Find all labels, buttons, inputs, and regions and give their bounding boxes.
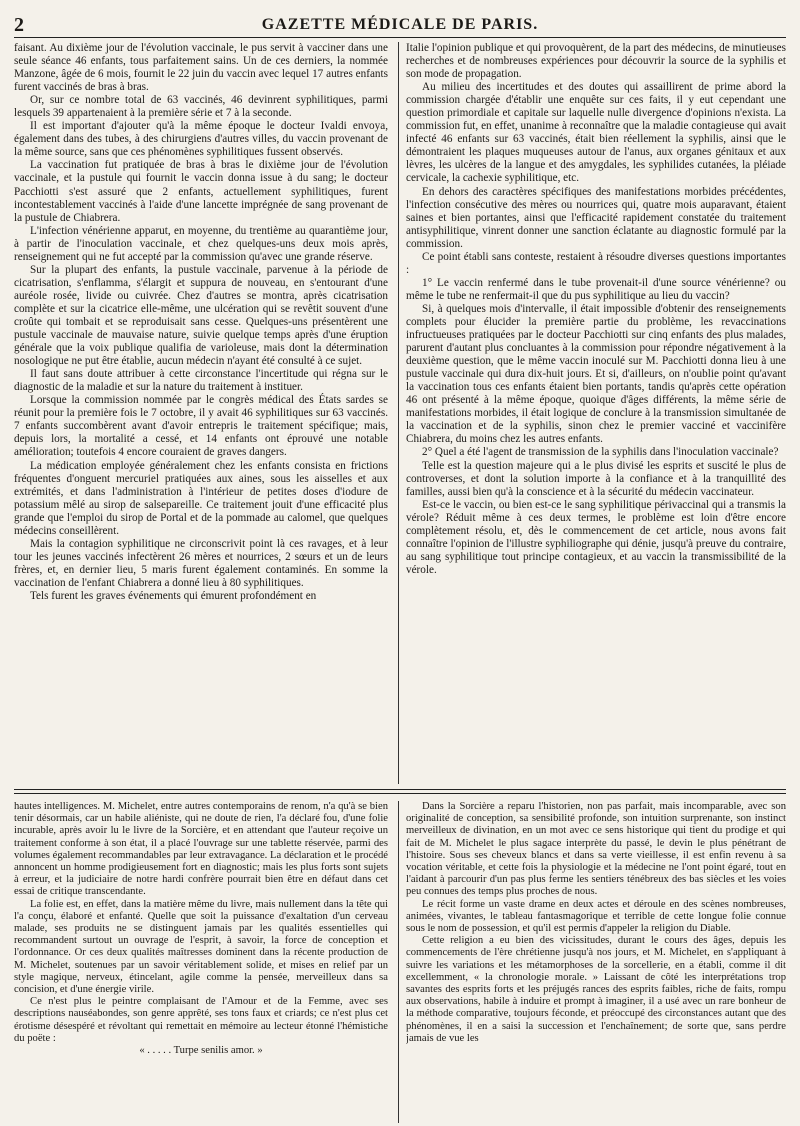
newspaper-page: [14, 0, 786, 1126]
paragraph: Est-ce le vaccin, ou bien est-ce le sang syphilitique périvaccinal qui a transmis la vérole? Réduit même à ces deux termes, le problème est loin d'être encore complètement résolu, et, dès le commencement de cet article, nous avons fait connaître l'opinion de l'illustre syphiliographe qui dénie, jusqu'à preuve du contraire, au sang syphilitique tout principe contagieux, et au vaccin la transmissibilité de la vérole.: [406, 498, 786, 576]
page-header: [14, 10, 786, 36]
feuilleton-rule-thin: [14, 793, 786, 794]
paragraph: Au milieu des incertitudes et des doutes qui assaillirent de prime abord la commission chargée d'établir une enquête sur ces faits, il y eut cependant une question primordiale et capitale sur laquelle nulle divergence d'opinions n'exista. La commission fut, en effet, unanime à reconnaître que la maladie contagieuse qui avait infecté 46 enfants sur 63 vaccinés, était bien réellement la syphilis, ainsi que le démontraient les plaques muqueuses autour de l'anus, aux organes génitaux et aux lèvres, les ulcères de la langue et des amygdales, les syphilides cutanées, la pléiade cervicale, la cachexie syphilitique, etc.: [406, 81, 786, 185]
paragraph: Il faut sans doute attribuer à cette circonstance l'incertitude qui régna sur le diagnostic de la maladie et sur la nature du traitement à instituer.: [14, 368, 388, 394]
paragraph: Tels furent les graves événements qui émurent profondément en: [30, 589, 317, 602]
paragraph: Cette religion a eu bien des vicissitudes, durant le cours des âges, depuis les commencements de l'ère chrétienne jusqu'à nos jours, et M. Michelet, en s'appliquant à suivre les variations et les métamorphoses de la sorcellerie, en a établi, comme il dit excellemment, « la chronologie morale. » Laissant de côté les interprétations trop savantes des esprits forts et les préjugés rances des esprits faibles, riche de faits, rompu aux observations, habile à induire et prompt à imaginer, il a usé avec un rare bonheur de la méthode comparative, toujours féconde, et préoccupé des circonstances autant que des phénomènes, il en a saisi la succession et l'enchaînement; de sorte que, sans perdre jamais de vue les: [406, 935, 786, 1044]
paragraph: Le récit forme un vaste drame en deux actes et déroule en des scènes nombreuses, animées, vivantes, le tableau fantasmagorique et terrible de cette longue folie connue sous le nom de possession, et qu'il est permis d'appeler la religion du Diable.: [406, 898, 786, 935]
paragraph: hautes intelligences. M. Michelet, entre autres contemporains de renom, n'a qu'à se bien tenir désormais, car un habile aliéniste, qui ne doute de rien, l'a déclaré fou, d'une folie incurable, après avoir lu le livre de la Sorcière, et en attendant que l'auteur reçoive un traitement conforme à son état, il a placé l'ouvrage sur une tablette réservée, parmi des volumes également recommandables par leur extravagance. La déclaration et le procédé annoncent un homme prodigieusement fort en diagnostic; mais les plus forts sont sujets à erreur, et la judiciaire de notre hardi confrère pourrait bien être en défaut dans cet essai de critique transcendante.: [14, 801, 388, 898]
paragraph: Il est important d'ajouter qu'à la même époque le docteur Ivaldi envoya, également dans des tubes, à des chirurgiens d'autres villes, du vaccin provenant de la même source, sans que ces phénomènes syphilitiques fussent observés.: [14, 120, 388, 159]
feuilleton-right-column: [406, 801, 786, 1123]
paragraph: Telle est la question majeure qui a le plus divisé les esprits et suscité le plus de controverses, et dont la solution importe à la confiance et à la tranquillité des familles, aussi bien qu'à la conscience et à la sécurité du médecin vaccinateur.: [406, 459, 786, 498]
paragraph: La vaccination fut pratiquée de bras à bras le dixième jour de l'évolution vaccinale, et la pustule qui fournit le vaccin donna issue à du sang; le docteur Pacchiotti s'est assuré que 2 enfants, actuellement syphilitiques, furent incontestablement vaccinés à l'aide d'une lancette imprégnée de sang provenant de la pustule de Chiabrera.: [14, 159, 388, 224]
column-divider: [398, 42, 399, 784]
feuilleton-left-column: [14, 801, 388, 1123]
column-divider: [398, 801, 399, 1123]
running-title: GAZETTE MÉDICALE DE PARIS.: [261, 16, 539, 33]
paragraph: La médication employée généralement chez les enfants consista en frictions fréquentes d'onguent mercuriel pratiquées aux aines, sous les aisselles et aux extrémités, et dans l'administration à l'intérieur de petites doses d'iodure de potassium mêlé au sirop de salsepareille. Ce traitement jouit d'une efficacité plus grande que l'emploi du sirop de Portal et de la pommade au calomel, que quelques médecins conseillèrent.: [14, 459, 388, 537]
paragraph: 2° Quel a été l'agent de transmission de la syphilis dans l'inoculation vaccinale?: [422, 446, 779, 459]
feuilleton-rule: [14, 789, 786, 790]
paragraph: Sur la plupart des enfants, la pustule vaccinale, parvenue à la période de cicatrisation, s'enflamma, s'élargit et suppura de nouveau, en s'entourant d'une auréole rosée, livide ou cuivrée. Chez d'autres se montra, après cicatrisation complète et sur la cicatrice elle-même, une ulcération qui se revêtit souvent d'une croûte qui tombait et se reproduisait sans cesse. Quelques-uns présentèrent une pustule vaccinale de mauvaise nature, suivie quelque temps après d'une éruption générale que la voix publique qualifia de varioleuse, mais dont la détermination nosologique ne put être établie, aucun médecin n'ayant été consulté à ce sujet.: [14, 263, 388, 368]
upper-left-column: [14, 42, 388, 782]
paragraph: Or, sur ce nombre total de 63 vaccinés, 46 devinrent syphilitiques, parmi lesquels 39 appartenaient à la première série et 7 à la seconde.: [14, 94, 388, 120]
paragraph: En dehors des caractères spécifiques des manifestations morbides précédentes, l'infection consécutive des mères ou nourrices qui, quatre mois auparavant, étaient saines et bien portantes, ainsi que l'efficacité rapidement constatée du traitement antisyphilitique, vinrent donner une sanction éclatante au diagnostic formulé par la commission.: [406, 185, 786, 250]
paragraph: Ce n'est plus le peintre complaisant de l'Amour et de la Femme, avec ses descriptions nauséabondes, son genre apprêté, ses tons faux et criards; ce n'est plus cet érotisme désespéré et révoltant qui remettait en mémoire au lecteur étonné l'hémistiche du poëte :: [14, 996, 388, 1044]
header-rule: [14, 37, 786, 38]
paragraph: La folie est, en effet, dans la matière même du livre, mais nullement dans la tête qui l'a conçu, élaboré et enfanté. Quelle que soit la puissance d'exaltation d'un cerveau malade, ses produits ne se distinguent jamais par les qualités essentielles qui recommandent surtout un ouvrage de l'esprit, à savoir, la force de conception et l'ordonnance. Or ces deux qualités maîtresses dominent dans la récente production de M. Michelet, soutenues par un savoir véritablement solide, et mises en relief par un style magique, nerveux, étincelant, agile comme la pensée, merveilleux dans sa concision, et d'une énergie virile.: [14, 898, 388, 996]
paragraph: Dans la Sorcière a reparu l'historien, non pas parfait, mais incomparable, avec son originalité de conception, sa sensibilité profonde, son intuition surprenante, son instinct merveilleux de divination, en un mot avec ce sens historique qui tient du prodige et qui fait de M. Michelet le plus sagace interprète du passé, le devin le plus pénétrant de l'histoire. Sous ses cheveux blancs et dans sa verte vieillesse, il est enfin revenu à sa vocation véritable, et cette fois la physiologie et la médecine ne l'ont point égaré, tout en l'aidant à parcourir d'un pas plus ferme les sentiers ténébreux des bas siècles et les voies peu connues des temps plus proches de nous.: [406, 801, 786, 898]
page-number: 2: [14, 14, 24, 36]
paragraph: Ce point établi sans conteste, restaient à résoudre diverses questions importantes :: [406, 250, 786, 276]
verse-quote: « . . . . . Turpe senilis amor. »: [139, 1045, 263, 1057]
paragraph: Si, à quelques mois d'intervalle, il était impossible d'obtenir des renseignements complets pour élucider la première partie du problème, les revaccinations infructueuses pratiquées par le docteur Pacchiotti sur cinq enfants des plus malades, parurent d'autant plus concluantes à la commission pour répondre négativement à la deuxième question, que le même vaccin inoculé sur M. Pacchiotti donna lieu à une pustule vaccinale qui dura dix-huit jours. Et si, d'ailleurs, on n'oublie point qu'avant la vaccination tous ces enfants étaient bien portants, tandis qu'après cette opération 46 ont présenté à la même époque, quoique d'âges différents, la même série de manifestations morbides, il était logique de conclure à la transmission simultanée de la vaccination et de la syphilis, sinon chez le premier vacciné et vaccinifère Chiabrera, du moins chez les autres enfants.: [406, 302, 786, 446]
paragraph: L'infection vénérienne apparut, en moyenne, du trentième au quarantième jour, à partir de l'inoculation vaccinale, et chez quelques-uns deux mois après, renseignement qui ne fut accepté par la commission qu'avec une grande réserve.: [14, 224, 388, 263]
upper-right-column: [406, 42, 786, 782]
paragraph: faisant. Au dixième jour de l'évolution vaccinale, le pus servit à vacciner dans une seule séance 46 enfants, tous parfaitement sains. Un de ces derniers, la nommée Manzone, âgée de 6 mois, fournit le 22 juin du vaccin avec lequel 17 autres enfants furent vaccinés de bras à bras.: [14, 42, 388, 94]
paragraph: 1° Le vaccin renfermé dans le tube provenait-il d'une source vénérienne? ou même le tube ne renfermait-il que du pus syphilitique au lieu du vaccin?: [406, 276, 786, 302]
paragraph: Italie l'opinion publique et qui provoquèrent, de la part des médecins, de minutieuses recherches et de nombreuses expériences pour découvrir la source de la syphilis et son mode de propagation.: [406, 42, 786, 81]
paragraph: Lorsque la commission nommée par le congrès médical des États sardes se réunit pour la première fois le 7 octobre, il y avait 46 syphilitiques sur 63 vaccinés. 7 enfants succombèrent avant d'avoir entrepris le traitement spécifique; mais, depuis lors, la mortalité a cessé, et 14 enfants ont éprouvé une notable amélioration; toutefois 4 encore couraient de graves dangers.: [14, 394, 388, 459]
paragraph: Mais la contagion syphilitique ne circonscrivit point là ces ravages, et à leur tour les jeunes vaccinés infectèrent 26 mères et nourrices, 2 sœurs et un de leurs frères, et, en dernier lieu, 5 maris furent également contaminés. En somme la vaccination de l'enfant Chiabrera a donné lieu à 80 syphilitiques.: [14, 537, 388, 589]
